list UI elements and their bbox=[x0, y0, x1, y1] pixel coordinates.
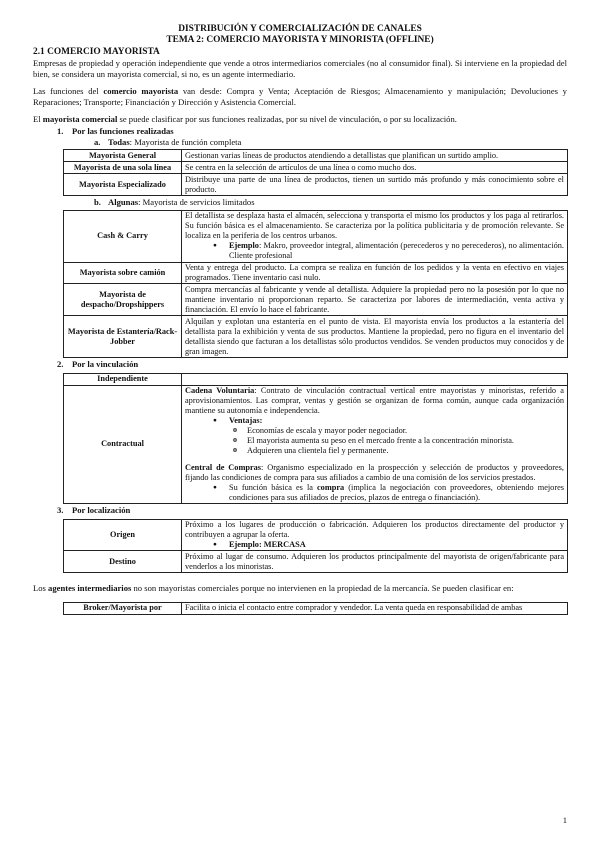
cadena-voluntaria: Cadena Voluntaria: Contrato de vinculación contractual vertical entre mayoristas y minoristas, referido a aprovisionamientos. Las comprar, ventas y gestión se organizan de forma común, aunque cada organización mantiene su autonomía e independencia. bbox=[185, 386, 564, 415]
limited-service-table bbox=[63, 210, 568, 358]
table-row: Mayorista de una sola línea Se centra en la selección de artículos de una línea o como mucho dos. bbox=[64, 162, 568, 174]
example-bullet: ● Ejemplo: Makro, proveedor integral, alimentación (perecederos y no perecederos), no alimentación. Cliente profesional bbox=[185, 241, 564, 261]
full-function-table bbox=[63, 149, 568, 196]
document-page bbox=[33, 24, 567, 615]
table-row: Cash & Carry El detallista se desplaza hasta el almacén, selecciona y transporta el mismo los productos y los paga al retirarlos. Su función básica es el almacenamiento. Se caracteriza por la política publicitaria y de promoción relevante. Se localiza en la periferia de los centros urbanos. ● Ejemplo: Makro, proveedor integral, alimentación (perecederos y no perecederos), no alimentación. Cliente profesional bbox=[64, 210, 568, 262]
table-row: Independiente bbox=[64, 373, 568, 385]
example-bullet: ● Ejemplo: MERCASA bbox=[185, 540, 564, 550]
table-row: Mayorista de despacho/Dropshippers Compra mercancías al fabricante y vende al detallista. Adquiere la propiedad pero no la posesión por lo que no mantiene inventario ni proporcionan reparto. Se caracteriza por labores de intermediación, venta activa y financiación. El envío lo hace el fabricante. bbox=[64, 284, 568, 316]
location-table bbox=[63, 519, 568, 574]
list-item: o El mayorista aumenta su peso en el mercado frente a la concentración minorista. bbox=[185, 436, 564, 446]
central-compras: Central de Compras: Organismo especializado en la prospección y selección de productos y proveedores, fijando las condiciones de compra para sus afiliados a cambio de una comisión de los servicios prestados. bbox=[185, 462, 564, 482]
page-number: 1 bbox=[562, 815, 567, 825]
table-row: Contractual Cadena Voluntaria: Contrato de vinculación contractual vertical entre mayoristas y minoristas, referido a aprovisionamientos. Las comprar, ventas y gestión se organizan de forma común, aunque cada organización mantiene su autonomía e independencia. ● Ventajas: o Economías de escala y mayor poder negociador. o El mayorista aumenta su peso en el mercado frente a la concentración minorista. o Adquieren una clientela fiel y permanente. Central de Compras: Organismo especializado en la prospección y selección de productos y proveedores, fijando las condiciones de compra para sus afiliados a cambio de una comisión de los servicios prestados. ● Su función básica es la compra (implica la negociación con proveedores, obteniendo mejores condiciones para sus afiliados de precios, plazos de entrega o financiación). bbox=[64, 385, 568, 503]
table-row: Broker/Mayorista por Facilita o inicia el contacto entre comprador y vendedor. La venta queda en responsabilidad de ambas bbox=[64, 602, 568, 614]
ventajas-bullet: ● Ventajas: bbox=[185, 416, 564, 426]
list-item: o Economías de escala y mayor poder negociador. bbox=[185, 426, 564, 436]
agents-table bbox=[63, 602, 568, 615]
table-row: Mayorista de Estantería/Rack-Jobber Alquilan y explotan una estantería en el punto de vista. El mayorista envía los productos a la estantería del detallista para la exhibición y venta de sus productos. Mantiene la propiedad, pero no figura en el inventario del detallista siendo que facturan a los detallistas sólo productos vendidos. Se venden productos muy conocidos y de gran imagen. bbox=[64, 316, 568, 358]
part1a-heading: a. Todas: Mayorista de función completa bbox=[94, 137, 242, 147]
document-subtitle: TEMA 2: COMERCIO MAYORISTA Y MINORISTA (OFFLINE) bbox=[166, 34, 434, 45]
agents-paragraph: Los agentes intermediarios no son mayoristas comerciales porque no intervienen en la propiedad de la mercancía. Se pueden clasificar en: bbox=[33, 583, 514, 594]
part2-heading: 2. Por la vinculación bbox=[57, 359, 139, 370]
functions-paragraph: Las funciones del comercio mayorista van desde: Compra y Venta; Aceptación de Riesgos; Almacenamiento y manipulación; Devoluciones y Reparaciones; Transporte; Financiación y Dirección y Asistencia Comercial. bbox=[33, 86, 567, 107]
document-title: DISTRIBUCIÓN Y COMERCIALIZACIÓN DE CANALES bbox=[178, 24, 422, 34]
table-row: Destino Próximo al lugar de consumo. Adquieren los productos principalmente del mayorista de origen/fabricante para venderlos a los minoristas. bbox=[64, 551, 568, 573]
intro-paragraph: Empresas de propiedad y operación independiente que vende a otros intermediarios comerciales (no al consumidor final). Si interviene en la propiedad del bien, se considera un mayorista comercial, si no, es un agente intermediario. bbox=[33, 58, 567, 79]
central-bullet: ● Su función básica es la compra (implica la negociación con proveedores, obteniendo mejores condiciones para sus afiliados de precios, plazos de entrega o financiación). bbox=[185, 483, 564, 503]
part3-heading: 3. Por localización bbox=[57, 505, 131, 516]
list-item: o Adquieren una clientela fiel y permanente. bbox=[185, 446, 564, 456]
linkage-table bbox=[63, 373, 568, 504]
part1b-heading: b. Algunas: Mayorista de servicios limitados bbox=[94, 197, 255, 208]
table-row: Mayorista Especializado Distribuye una parte de una línea de productos, tienen un surtido más profundo y más conocimiento sobre el producto. bbox=[64, 174, 568, 196]
table-row: Mayorista sobre camión Venta y entrega del producto. La compra se realiza en función de los pedidos y la venta en efectivo en viajes programados. Tiene inventario casi nulo. bbox=[64, 262, 568, 284]
section-heading: 2.1 COMERCIO MAYORISTA bbox=[33, 46, 160, 57]
table-row: Origen Próximo a los lugares de producción o fabricación. Adquieren los productos directamente del productor y contribuyen a agrupar la oferta. ● Ejemplo: MERCASA bbox=[64, 519, 568, 551]
part1-heading: 1. Por las funciones realizadas bbox=[57, 125, 174, 136]
classification-paragraph: El mayorista comercial se puede clasificar por sus funciones realizadas, por su nivel de vinculación, o por su localización. bbox=[33, 114, 457, 125]
table-row: Mayorista General Gestionan varias líneas de productos atendiendo a detallistas que planifican un surtido amplio. bbox=[64, 150, 568, 162]
